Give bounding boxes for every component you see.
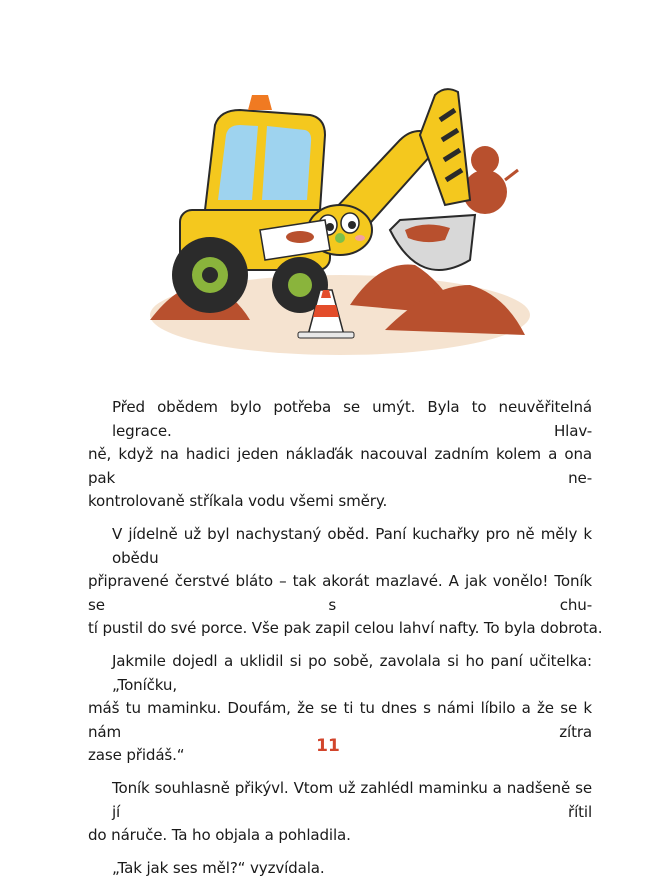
text-line: Před obědem bylo potřeba se umýt. Byla to neuvěřitelná legrace. Hlav-	[112, 398, 592, 440]
text-line: V jídelně už byl nachystaný oběd. Paní kuchařky pro ně měly k obědu	[112, 524, 592, 567]
paragraph-5	[88, 857, 592, 880]
text-line: máš tu maminku. Doufám, že se ti tu dnes s námi líbilo a že se k nám zítra	[88, 699, 592, 741]
text-line: ně, když na hadici jeden náklaďák nacouval zadním kolem a ona pak ne-	[88, 445, 592, 487]
mud-snowman-head	[471, 146, 499, 174]
paragraph-2	[88, 523, 603, 641]
text-line: do náruče. Ta ho objala a pohladila.	[88, 826, 351, 845]
text-line: tí pustil do své porce. Vše pak zapil celou lahví nafty. To byla dobrota.	[88, 619, 603, 638]
excavator-illustration	[140, 80, 540, 370]
excavator-stick	[420, 89, 470, 205]
paragraph-4	[88, 777, 592, 848]
beacon-light	[248, 95, 272, 110]
text-line: „Tak jak ses měl?“ vyzvídala.	[112, 858, 325, 877]
text-line: kontrolovaně stříkala vodu všemi směry.	[88, 492, 388, 511]
story-text	[88, 396, 603, 880]
excavator-bucket	[390, 215, 475, 270]
text-line: zase přidáš.“	[88, 746, 185, 765]
cab-window-right	[262, 126, 311, 200]
paragraph-1	[88, 396, 592, 514]
text-line: připravené čerstvé bláto – tak akorát mazlavé. A jak vonělo! Toník se s chu-	[88, 572, 592, 614]
text-line: Jakmile dojedl a uklidil si po sobě, zavolala si ho paní učitelka: „Toníčku,	[112, 651, 592, 694]
text-line: Toník souhlasně přikývl. Vtom už zahlédl maminku a nadšeně se jí řítil	[112, 778, 592, 821]
page-number: 11	[316, 736, 340, 756]
